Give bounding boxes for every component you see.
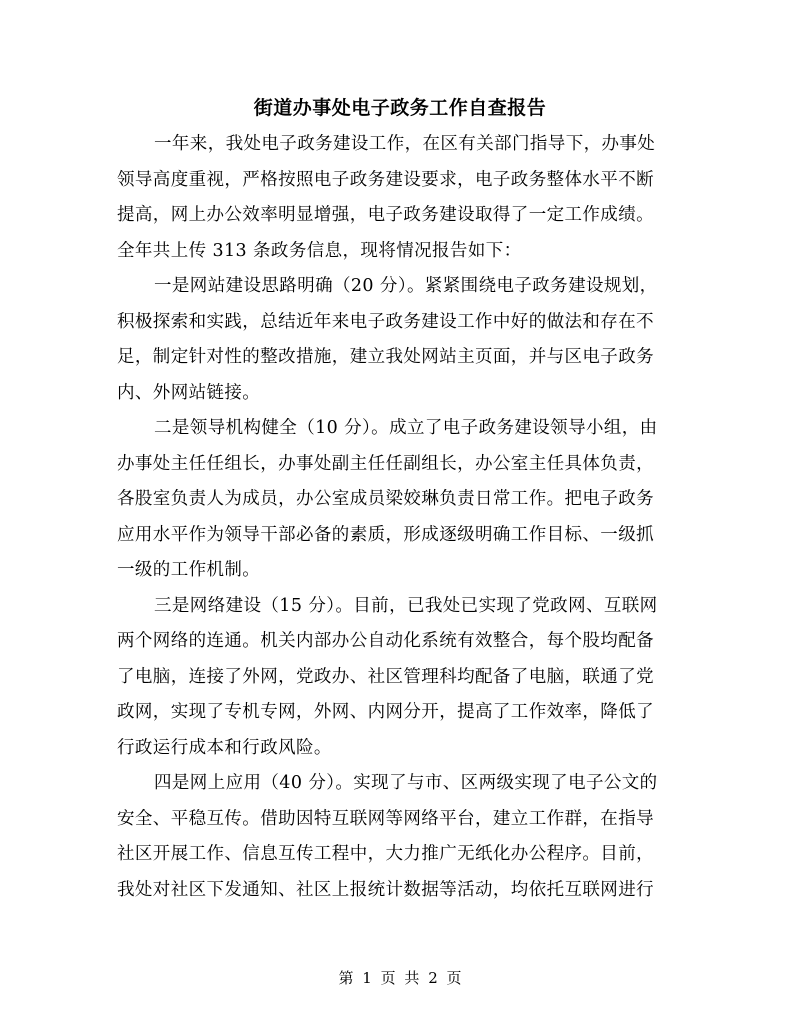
footer-page-word: 页 — [380, 969, 396, 987]
paragraph-line: 一级的工作机制。 — [117, 560, 261, 580]
paragraph-line: 内、外网站链接。 — [117, 382, 261, 403]
paragraph-line: 各股室负责人为成员，办公室成员梁姣琳负责日常工作。把电子政务 — [117, 489, 654, 509]
paragraph-line: 三是网络建设（15 分）。目前，已我处已实现了党政网、互联网 — [154, 595, 658, 616]
paragraph-line: 两个网络的连通。机关内部办公自动化系统有效整合，每个股均配备 — [117, 631, 654, 651]
footer-prefix: 第 — [338, 969, 354, 987]
paragraph-line: 行政运行成本和行政风险。 — [117, 737, 332, 758]
paragraph-line: 四是网上应用（40 分）。实现了与市、区两级实现了电子公文的 — [154, 773, 658, 793]
paragraph-line: 足，制定针对性的整改措施，建立我处网站主页面，并与区电子政务 — [117, 347, 654, 367]
paragraph-line: 了电脑，连接了外网，党政办、社区管理科均配备了电脑，联通了党 — [117, 666, 654, 687]
paragraph — [117, 127, 677, 269]
paragraph-line: 领导高度重视，严格按照电子政务建设要求，电子政务整体水平不断 — [117, 169, 654, 190]
paragraph-line: 应用水平作为领导干部必备的素质，形成逐级明确工作目标、一级抓 — [117, 524, 654, 545]
paragraph — [117, 269, 677, 411]
paragraph — [117, 766, 677, 908]
paragraph — [117, 411, 677, 589]
footer-total-suffix: 页 — [446, 969, 462, 987]
current-page-number: 1 — [362, 969, 372, 987]
paragraph-line: 积极探索和实践，总结近年来电子政务建设工作中好的做法和存在不 — [117, 311, 654, 332]
paragraph-line: 一年来，我处电子政务建设工作，在区有关部门指导下，办事处 — [154, 134, 656, 154]
paragraph-line: 我处对社区下发通知、社区上报统计数据等活动，均依托互联网进行 — [117, 879, 654, 900]
total-pages-number: 2 — [428, 969, 438, 987]
page-title: 街道办事处电子政务工作自查报告 — [253, 97, 547, 119]
page-footer — [0, 968, 800, 988]
paragraph-line: 提高，网上办公效率明显增强，电子政务建设取得了一定工作成绩。 — [117, 205, 654, 225]
paragraph-line: 全年共上传 313 条政务信息，现将情况报告如下： — [117, 240, 522, 261]
paragraph-line: 安全、平稳互传。借助因特互联网等网络平台，建立工作群，在指导 — [117, 808, 654, 829]
paragraph-line: 社区开展工作、信息互传工程中，大力推广无纸化办公程序。目前， — [117, 844, 654, 864]
paragraph — [117, 589, 677, 767]
document-body — [117, 127, 677, 908]
paragraph-line: 办事处主任任组长，办事处副主任任副组长，办公室主任具体负责， — [117, 453, 654, 474]
paragraph-line: 一是网站建设思路明确（20 分）。紧紧围绕电子政务建设规划， — [154, 276, 658, 296]
paragraph-line: 二是领导机构健全（10 分）。成立了电子政务建设领导小组，由 — [154, 418, 658, 438]
paragraph-line: 政网，实现了专机专网，外网、内网分开，提高了工作效率，降低了 — [117, 702, 654, 722]
footer-total-prefix: 共 — [404, 969, 420, 987]
